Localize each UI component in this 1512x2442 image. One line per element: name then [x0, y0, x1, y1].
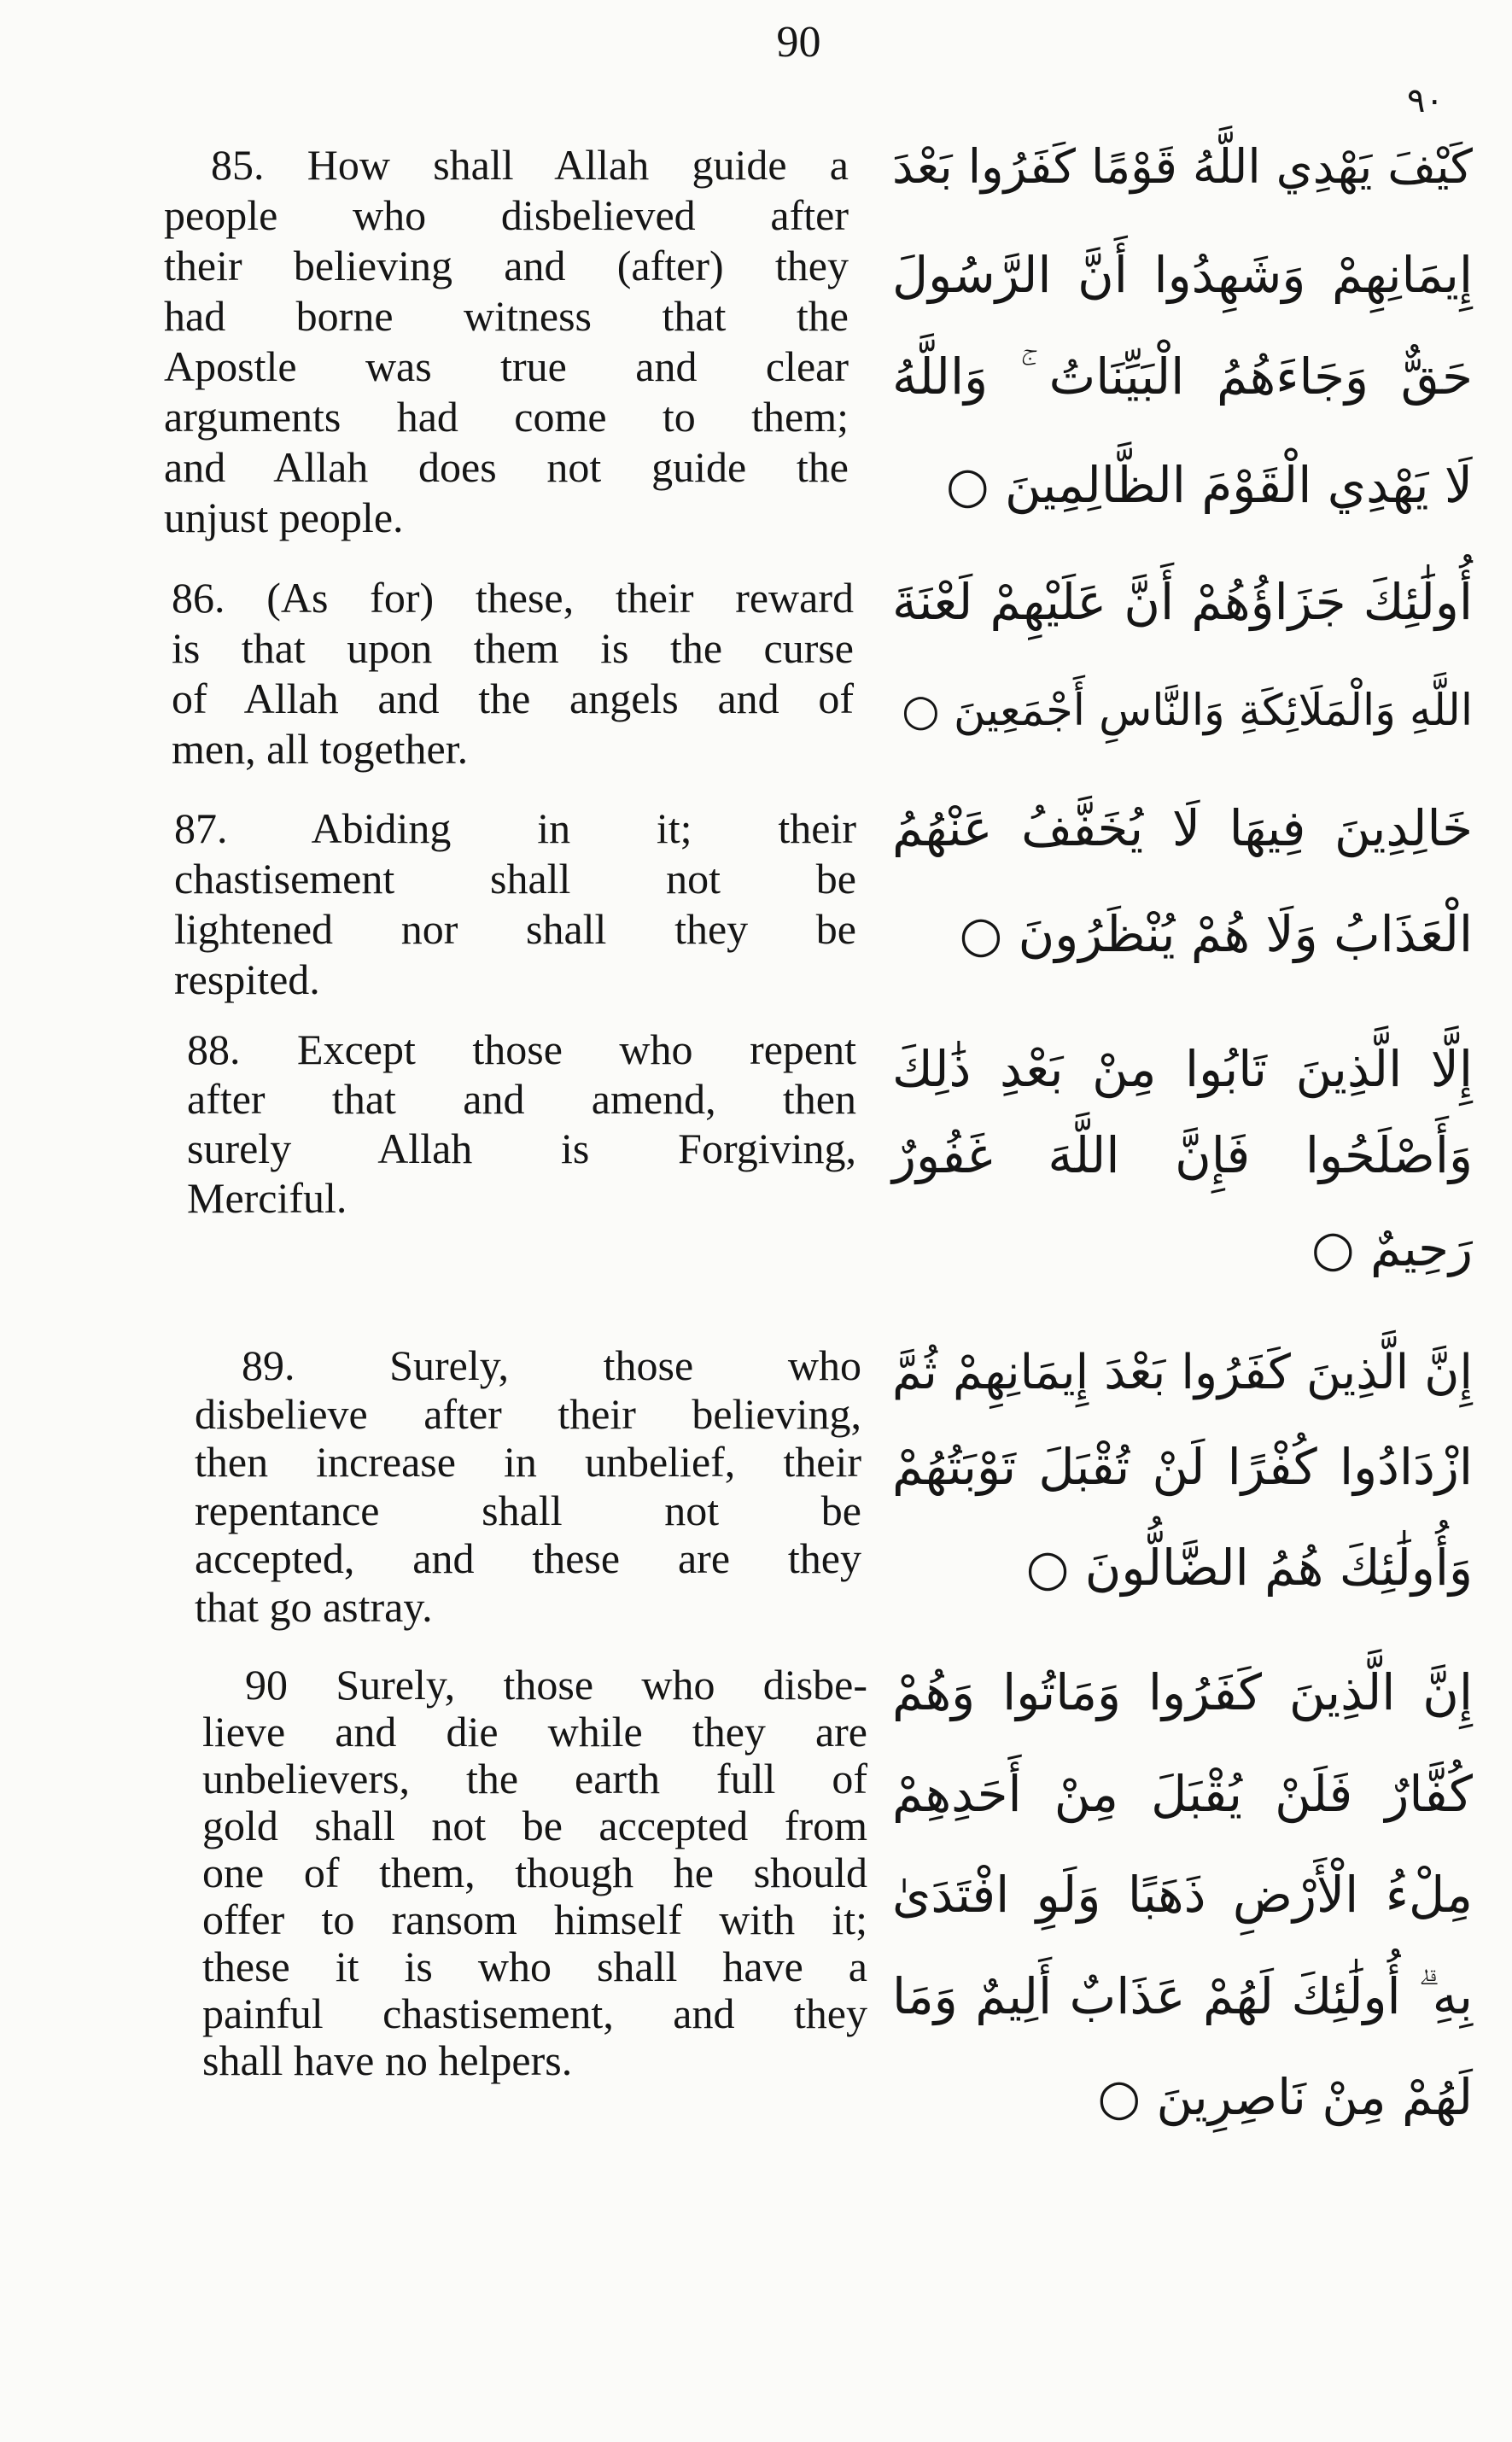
verse-87-translation-line: 87. Abiding in it; their — [174, 804, 856, 852]
arabic-verse-line: رَحِيمٌ ○ — [1311, 1219, 1473, 1277]
arabic-verse-line: لَهُمْ مِنْ نَاصِرِينَ ○ — [1097, 2068, 1473, 2126]
arabic-verse-line: إِلَّا الَّذِينَ تَابُوا مِنْ بَعْدِ ذَٰلِكَ — [892, 1040, 1473, 1098]
verse-86-translation-line: of Allah and the angels and of — [172, 675, 854, 722]
verse-90-translation-line: gold shall not be accepted from — [202, 1802, 867, 1849]
verse-90-translation-line: shall have no helpers. — [202, 2036, 573, 2084]
arabic-verse-line: كُفَّارٌ فَلَنْ يُقْبَلَ مِنْ أَحَدِهِمْ — [892, 1765, 1473, 1823]
verse-90-translation-line: offer to ransom himself with it; — [202, 1896, 867, 1943]
verse-90-translation-line: 90 Surely, those who disbe- — [245, 1661, 867, 1709]
verse-85-translation-line: 85. How shall Allah guide a — [211, 141, 849, 189]
page-number: 90 — [776, 18, 821, 67]
verse-89-translation-line: then increase in unbelief, their — [195, 1438, 861, 1486]
verse-88-translation-line: 88. Except those who repent — [187, 1025, 856, 1073]
arabic-verse-line: مِلْءُ الْأَرْضِ ذَهَبًا وَلَوِ افْتَدَىٰ — [892, 1866, 1473, 1924]
verse-90-translation-line: unbelievers, the earth full of — [202, 1755, 867, 1802]
arabic-verse-line: أُولَٰئِكَ جَزَاؤُهُمْ أَنَّ عَلَيْهِمْ لَعْنَةَ — [892, 573, 1473, 631]
verse-87-translation-line: respited. — [174, 955, 320, 1003]
verse-85-translation-line: Apostle was true and clear — [164, 342, 849, 390]
arabic-verse-line: لَا يَهْدِي الْقَوْمَ الظَّالِمِينَ ○ — [945, 456, 1473, 514]
arabic-page-number: ٩٠ — [1407, 81, 1444, 120]
arabic-verse-line: كَيْفَ يَهْدِي اللَّهُ قَوْمًا كَفَرُوا بَعْدَ — [892, 139, 1473, 194]
verse-86-translation-line: men, all together. — [172, 725, 469, 773]
arabic-verse-line: الْعَذَابُ وَلَا هُمْ يُنْظَرُونَ ○ — [959, 905, 1473, 963]
arabic-verse-line: حَقٌّ وَجَاءَهُمُ الْبَيِّنَاتُ ۚ وَاللَّهُ — [892, 348, 1473, 406]
verse-87-translation-line: chastisement shall not be — [174, 855, 856, 903]
arabic-verse-line: بِهِ ۗ أُولَٰئِكَ لَهُمْ عَذَابٌ أَلِيمٌ وَمَا — [892, 1967, 1473, 2025]
arabic-verse-line: إِنَّ الَّذِينَ كَفَرُوا بَعْدَ إِيمَانِهِمْ ثُمَّ — [892, 1345, 1473, 1400]
verse-90-translation-line: lieve and die while they are — [202, 1708, 867, 1756]
verse-90-translation-line: these it is who shall have a — [202, 1942, 867, 1990]
arabic-verse-line: وَأَصْلَحُوا فَإِنَّ اللَّهَ غَفُورٌ — [892, 1126, 1473, 1184]
arabic-verse-line: خَالِدِينَ فِيهَا لَا يُخَفَّفُ عَنْهُمُ — [892, 799, 1473, 857]
verse-89-translation-line: repentance shall not be — [195, 1486, 861, 1534]
verse-85-translation-line: people who disbelieved after — [164, 191, 849, 239]
arabic-verse-line: إِنَّ الَّذِينَ كَفَرُوا وَمَاتُوا وَهُمْ — [892, 1663, 1473, 1721]
verse-89-translation-line: that go astray. — [195, 1582, 433, 1631]
verse-85-translation-line: had borne witness that the — [164, 292, 849, 340]
verse-88-translation-line: after that and amend, then — [187, 1075, 856, 1123]
verse-85-translation-line: and Allah does not guide the — [164, 443, 849, 491]
verse-88-translation-line: surely Allah is Forgiving, — [187, 1125, 856, 1172]
arabic-verse-line: وَأُولَٰئِكَ هُمُ الضَّالُّونَ ○ — [1025, 1539, 1473, 1597]
arabic-verse-line: إِيمَانِهِمْ وَشَهِدُوا أَنَّ الرَّسُولَ — [892, 246, 1473, 304]
verse-86-translation-line: 86. (As for) these, their reward — [172, 574, 854, 622]
verse-85-translation-line: arguments had come to them; — [164, 393, 849, 441]
arabic-verse-line: اللَّهِ وَالْمَلَائِكَةِ وَالنَّاسِ أَجْمَعِينَ ○ — [902, 686, 1473, 736]
verse-85-translation-line: their believing and (after) they — [164, 242, 849, 289]
verse-87-translation-line: lightened nor shall they be — [174, 905, 856, 953]
verse-85-translation-line: unjust people. — [164, 494, 404, 541]
verse-89-translation-line: accepted, and these are they — [195, 1534, 861, 1582]
verse-90-translation-line: painful chastisement, and they — [202, 1989, 867, 2037]
arabic-verse-line: ازْدَادُوا كُفْرًا لَنْ تُقْبَلَ تَوْبَتُهُمْ — [892, 1438, 1473, 1496]
verse-89-translation-line: disbelieve after their believing, — [195, 1389, 861, 1438]
verse-88-translation-line: Merciful. — [187, 1174, 347, 1222]
verse-90-translation-line: one of them, though he should — [202, 1849, 867, 1896]
verse-89-translation-line: 89. Surely, those who — [242, 1341, 861, 1389]
verse-86-translation-line: is that upon them is the curse — [172, 624, 854, 672]
